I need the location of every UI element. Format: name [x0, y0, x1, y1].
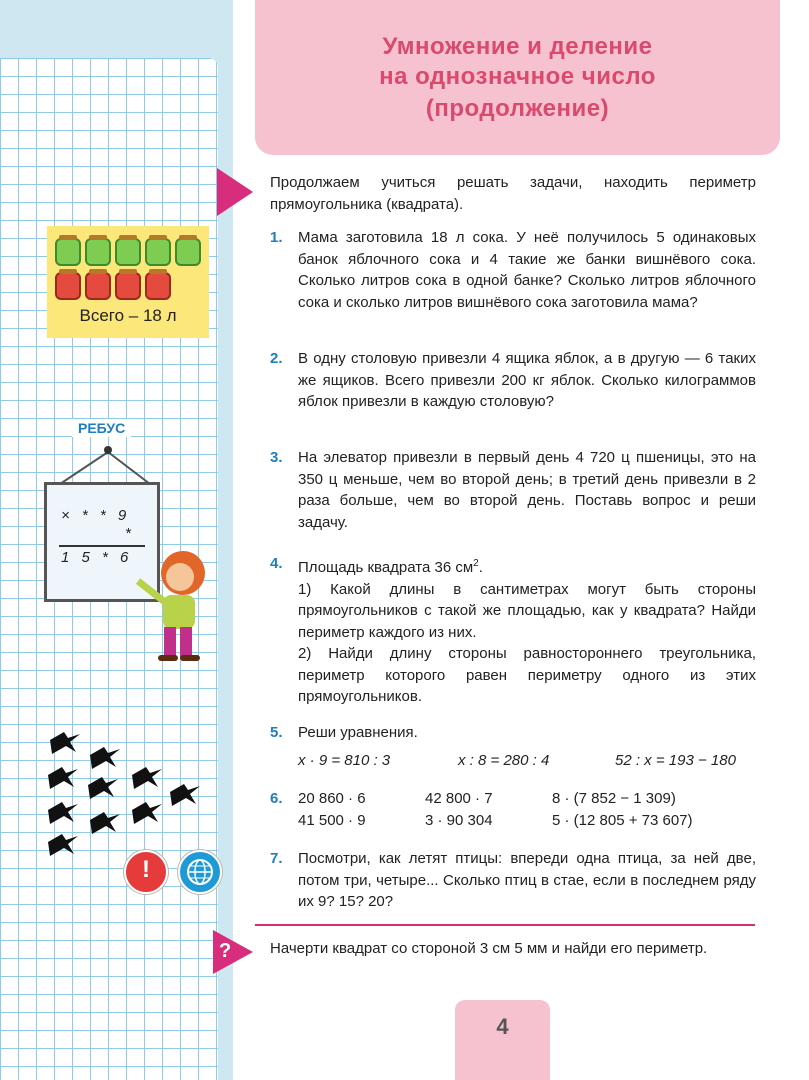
cherry-juice-jar-icon — [55, 272, 81, 300]
title-line-1: Умножение и деление — [382, 32, 653, 60]
task-5-text: Реши уравнения. — [298, 724, 418, 741]
equation: 52 : x = 193 − 180 — [615, 752, 736, 769]
jars-total-label: Всего – 18 л — [79, 306, 177, 325]
apple-juice-jar-icon — [85, 238, 111, 266]
bird-icon — [48, 767, 78, 789]
bird-icon — [132, 767, 162, 789]
title-line-2: на однозначное число — [379, 62, 656, 90]
birds-flock-illustration — [40, 720, 210, 860]
cherry-juice-jar-icon — [145, 272, 171, 300]
board-string-icon — [40, 440, 170, 486]
expression: 20 860 · 6 — [298, 790, 366, 807]
intro-text: Продолжаем учиться решать задачи, находить периметр прямоугольника (квадрата). — [270, 174, 756, 213]
divider — [255, 924, 755, 926]
apple-juice-jar-icon — [115, 238, 141, 266]
expression: 5 · (12 805 + 73 607) — [552, 812, 693, 829]
apple-juice-jar-icon — [175, 238, 201, 266]
bird-icon — [48, 834, 78, 856]
equation: x : 8 = 280 : 4 — [458, 752, 550, 769]
title-line-3: (продолжение) — [425, 94, 610, 122]
question-mark-icon: ? — [213, 930, 257, 974]
page-number: 4 — [455, 1000, 550, 1080]
task-number: 6. — [270, 790, 283, 807]
teacher-character-icon — [128, 545, 218, 665]
expression: 3 · 90 304 — [425, 812, 493, 829]
task-3: На элеватор привезли в первый день 4 720 ц пшеницы, это на 350 ц меньше, чем во второй день; в третий день привезли в 2 раза больше, чем во второй день. Поставь вопрос и реши задачу. — [298, 449, 756, 531]
cherry-juice-jar-icon — [85, 272, 111, 300]
bird-icon — [90, 747, 120, 769]
bird-icon — [88, 777, 118, 799]
rebus-line: 1 5 * 6 — [61, 549, 133, 566]
apple-juice-jar-icon — [145, 238, 171, 266]
bird-icon — [50, 732, 80, 754]
bird-icon — [90, 812, 120, 834]
task-2: В одну столовую привезли 4 ящика яблок, а в другую — 6 таких же ящиков. Всего привезли 200 кг яблок. Сколько килограммов яблок привезли в каждую столовую? — [298, 350, 756, 410]
task-number: 4. — [270, 555, 283, 572]
jars-illustration — [47, 226, 209, 338]
task-4: Площадь квадрата 36 $см^2$. 1) Какой длины в сантиметрах могут быть стороны прямоугольников с такой же площадью, как у квадрата? Найди периметр каждого из них. 2) Найди длину стороны равностороннего треугольника, периметр которого равен периметру одного из этих прямоугольников. — [298, 558, 756, 705]
bird-icon — [48, 802, 78, 824]
rebus-line: × * * 9 — [61, 507, 131, 524]
warning-badge-icon: ! — [124, 850, 168, 894]
task-number: 5. — [270, 724, 283, 741]
page-body — [233, 0, 809, 1080]
question-text: Начерти квадрат со стороной 3 см 5 мм и найди его периметр. — [270, 940, 708, 957]
bird-icon — [170, 784, 200, 806]
equation: x · 9 = 810 : 3 — [298, 752, 391, 769]
expression: 41 500 · 9 — [298, 812, 366, 829]
task-number: 1. — [270, 229, 283, 246]
apple-juice-jar-icon — [55, 238, 81, 266]
cherry-juice-jar-icon — [115, 272, 141, 300]
task-number: 3. — [270, 449, 283, 466]
page-title — [255, 0, 780, 155]
task-1: Мама заготовила 18 л сока. У неё получилось 5 одинаковых банок яблочного сока и 4 такие же банки вишнёвого сока. Сколько литров сока в одной банке? Сколько литров яблочного сока и сколько литров вишнёвого сока заготовила мама? — [298, 229, 756, 311]
task-number: 2. — [270, 350, 283, 367]
rebus-line: * — [125, 525, 135, 542]
bird-icon — [132, 802, 162, 824]
expression: 8 · (7 852 − 1 309) — [552, 790, 676, 807]
rebus-label: РЕБУС — [72, 419, 131, 437]
pointer-arrow-icon — [217, 168, 253, 216]
globe-icon — [178, 850, 222, 894]
task-number: 7. — [270, 850, 283, 867]
task-7: Посмотри, как летят птицы: впереди одна птица, за ней две, потом три, четыре... Сколько птиц в стае, если в последнем ряду их 9? 15? 20? — [298, 850, 756, 910]
expression: 42 800 · 7 — [425, 790, 493, 807]
